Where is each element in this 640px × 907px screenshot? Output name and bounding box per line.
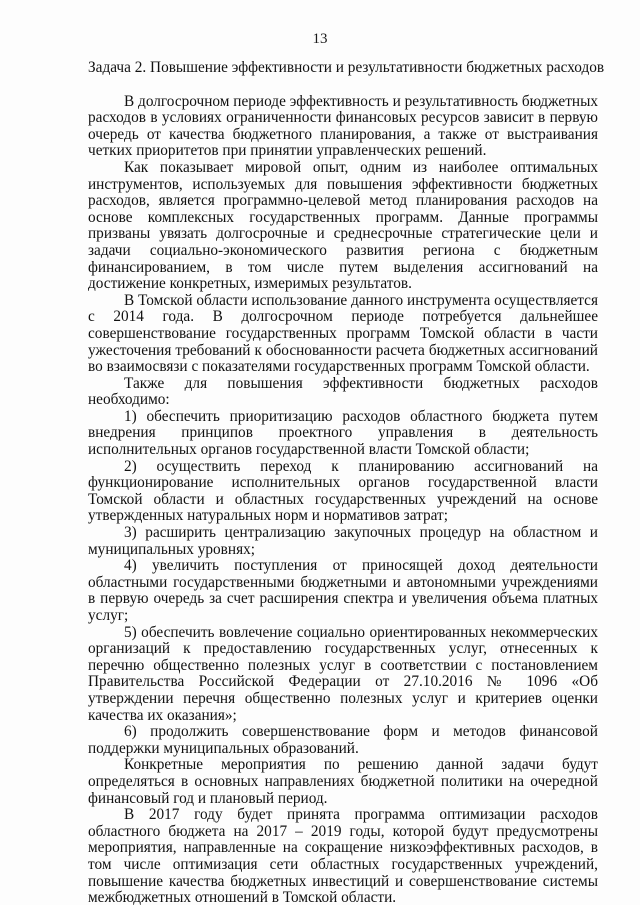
section-heading: Задача 2. Повышение эффективности и результативности бюджетных расходов (88, 59, 605, 76)
document-body (88, 59, 605, 907)
paragraph-tomsk-region: В Томской области использование данного инструмента осуществляется с 2014 года. В долгосрочном периоде потребуется дальнейшее совершенствование государственных программ Томской области в части ужесточения требований к обоснованности расчета бюджетных ассигнований во взаимосвязи с показателями государственных программ Томской области. (88, 291, 598, 376)
page-number: 13 (312, 31, 328, 47)
list-item-3: 3) расширить централизацию закупочных процедур на областном и муниципальных уровнях; (88, 524, 598, 558)
paragraph-world-experience: Как показывает мировой опыт, одним из наиболее оптимальных инструментов, используемых для повышения эффективности бюджетных расходов, является программно-целевой метод планирования расходов на основе комплексных государственных программ. Данные программы призваны увязать долгосрочные и среднесрочные стратегические цели и задачи социально-экономического развития региона с бюджетным финансированием, в том числе путем выделения ассигнований на достижение конкретных, измеримых результатов. (88, 158, 598, 293)
list-item-5: 5) обеспечить вовлечение социально ориентированных некоммерческих организаций к предоставлению государственных услуг, отнесенных к перечню общественно полезных услуг в соответствии с постановлением Правительства Российской Федерации от 27.10.2016 № 1096 «Об утверждении перечня общественно полезных услуг и критериев оценки качества их оказания»; (88, 623, 598, 724)
paragraph-specific-measures: Конкретные мероприятия по решению данной задачи будут определяться в основных направлениях бюджетной политики на очередной финансовый год и плановый период. (88, 756, 598, 807)
list-item-1: 1) обеспечить приоритизацию расходов областного бюджета путем внедрения принципов проектного управления в деятельность исполнительных органов государственной власти Томской области; (88, 407, 598, 459)
list-item-4: 4) увеличить поступления от приносящей доход деятельности областными государственными бюджетными и автономными учреждениями в первую очередь за счет расширения спектра и увеличения объема платных услуг; (88, 557, 598, 624)
paragraph-intro: В долгосрочном периоде эффективность и результативность бюджетных расходов в условиях ограниченности финансовых ресурсов зависит в первую очередь от качества бюджетного планирования, а также от выстраивания четких приоритетов при принятии управленческих решений. (88, 92, 598, 160)
list-item-2: 2) осуществить переход к планированию ассигнований на функционирование исполнительных органов государственной власти Томской области и областных государственных учреждений на основе утвержденных натуральных норм и нормативов затрат; (88, 457, 598, 525)
paragraph-optimization-program: В 2017 году будет принята программа оптимизации расходов областного бюджета на 2017 – 2019 годы, которой будут предусмотрены мероприятия, направленные на сокращение низкоэффективных расходов, в том числе оптимизация сети областных государственных учреждений, повышение качества бюджетных инвестиций и совершенствование системы межбюджетных отношений в Томской области. (88, 806, 598, 907)
list-item-6: 6) продолжить совершенствование форм и методов финансовой поддержки муниципальных образований. (88, 723, 598, 757)
paragraph-necessary-measures: Также для повышения эффективности бюджетных расходов необходимо: (88, 374, 598, 409)
